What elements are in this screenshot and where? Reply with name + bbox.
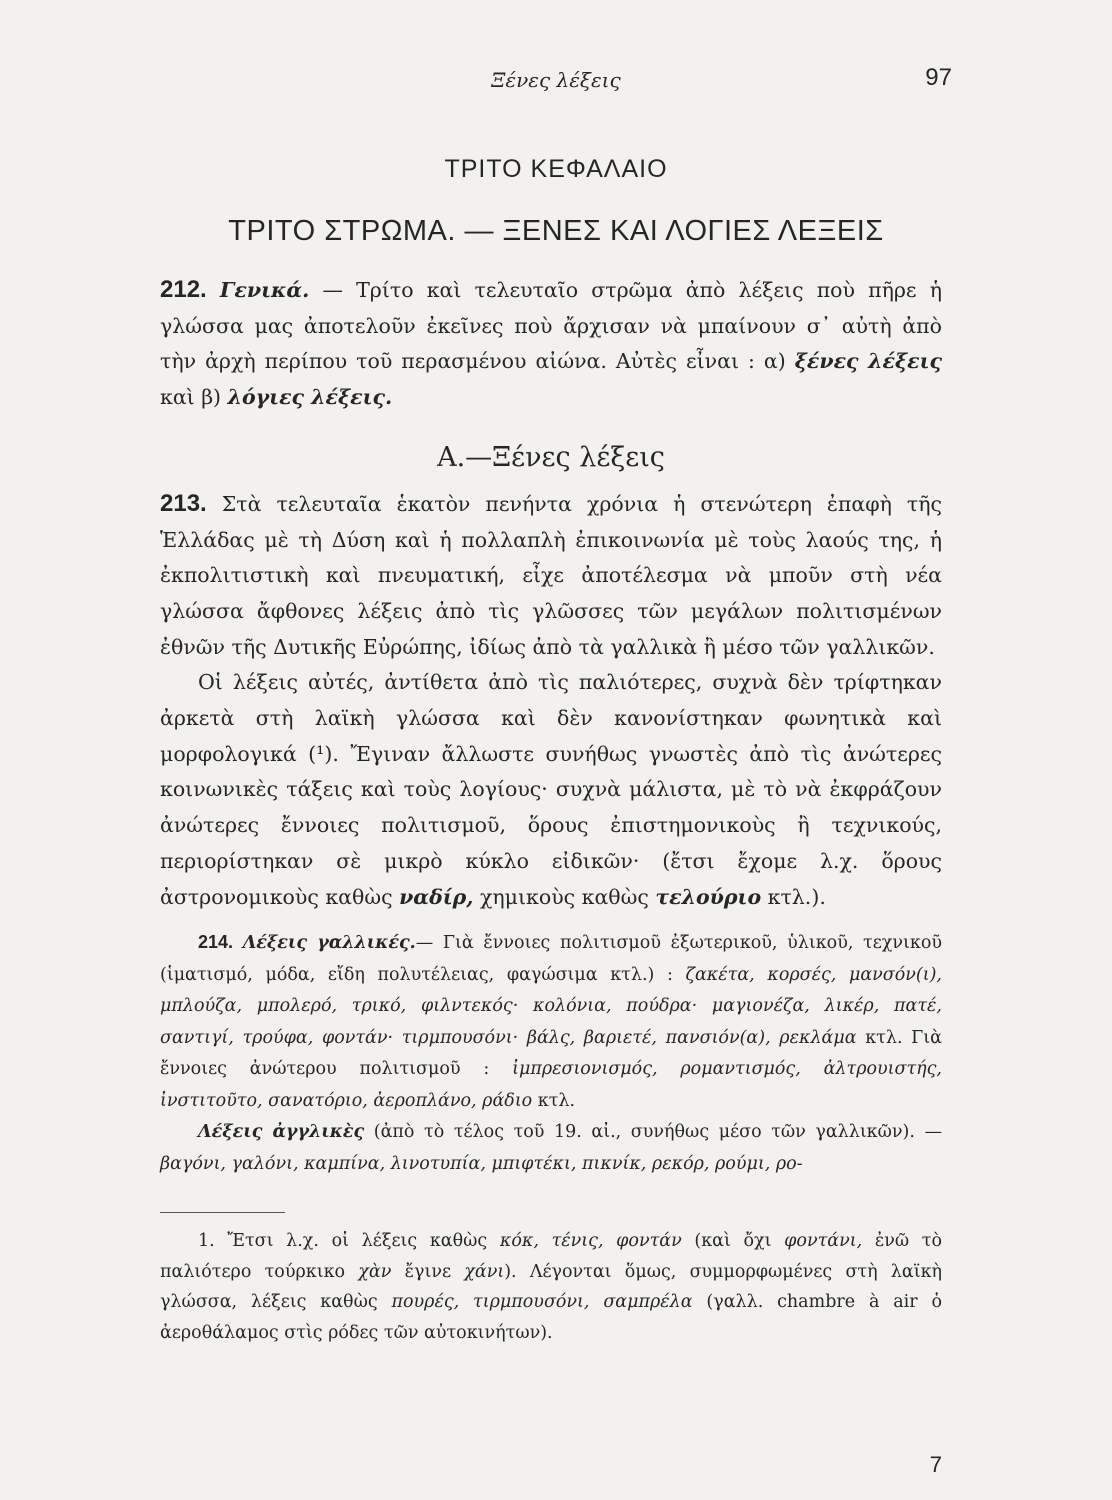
chapter-title: ΤΡΙΤΟ ΚΕΦΑΛΑΙΟ (444, 155, 668, 183)
paragraph-text: κτλ.). (761, 884, 826, 909)
section-213-paragraph-2 (160, 665, 942, 915)
footnote-term: πουρές, τιρμπουσόνι, σαμπρέλα (391, 1292, 693, 1312)
footnote-text: ἔγινε (391, 1261, 465, 1282)
section-number: 212. (160, 276, 207, 303)
footnote-text: ἐνῶ τὸ παλιότερο τούρκικο (160, 1231, 942, 1282)
term: ναδίρ, (399, 884, 474, 909)
paragraph-text: — Γιὰ ἔννοιες πολιτισμοῦ ἐξωτερικοῦ, ὑλικοῦ, τεχνικοῦ (ἱματισμό, μόδα, εἴδη πολυτέλειας, φαγώσιμα κτλ.) : (160, 933, 943, 985)
section-number: 214. (198, 932, 234, 953)
footnote-term: φοντάνι, (784, 1231, 863, 1251)
section-213 (160, 486, 942, 666)
section-heading: Λέξεις γαλλικές. (242, 933, 416, 954)
paragraph-text: κτλ. (532, 1090, 576, 1111)
footnote-divider (160, 1212, 285, 1213)
main-text (160, 272, 942, 1180)
section-214 (160, 927, 942, 1180)
page-number: 97 (925, 64, 952, 91)
footnote-1 (160, 1226, 942, 1348)
section-212 (160, 272, 942, 416)
footnote-text: 1. Ἔτσι λ.χ. οἱ λέξεις καθὼς (198, 1231, 500, 1251)
footnote (160, 1226, 942, 1348)
term: ξένες λέξεις (794, 349, 942, 374)
paragraph-text: καὶ β) (160, 385, 228, 410)
page-header (160, 62, 952, 98)
term: λόγιες λέξεις. (227, 385, 393, 410)
word-list: βαγόνι, γαλόνι, καμπίνα, λινοτυπία, μπιφτέκι, πικνίκ, ρεκόρ, ρούμι, ρο- (160, 1153, 803, 1174)
footnote-text: (γαλλ. chambre à air ὁ ἀεροθάλαμος στὶς ρόδες τῶν αὐτοκινήτων). (160, 1292, 942, 1343)
subsection-title: Α.—Ξένες λέξεις (437, 441, 665, 473)
part-title: ΤΡΙΤΟ ΣΤΡΩΜΑ. — ΞΕΝΕΣ ΚΑΙ ΛΟΓΙΕΣ ΛΕΞΕΙΣ (228, 215, 884, 247)
paragraph-text: — Τρίτο καὶ τελευταῖο στρῶμα ἀπὸ λέξεις ποὺ πῆρε ἡ γλώσσα μας ἀποτελοῦν ἐκεῖνες ποὺ ἄρχισαν νὰ μπαίνουν σ᾽ αὐτὴ ἀπὸ τὴν ἀρχὴ περίπου τοῦ περασμένου αἰώνα. Αὐτὲς εἶναι : α) (160, 278, 942, 374)
running-title: Ξένες λέξεις (491, 68, 621, 92)
section-214-paragraph-2 (160, 1117, 942, 1180)
paragraph-text: κτλ. Γιὰ ἔννοιες ἀνώτερου πολιτισμοῦ : (160, 1027, 942, 1080)
section-heading: Λέξεις ἀγγλικὲς (198, 1122, 365, 1143)
paragraph-text: Οἱ λέξεις αὐτές, ἀντίθετα ἀπὸ τὶς παλιότερες, συχνὰ δὲν τρίφτηκαν ἀρκετὰ στὴ λαϊκὴ γλώσσα καὶ δὲν κανονίστηκαν φωνητικὰ καὶ μορφολογικά (¹). Ἔγιναν ἄλλωστε συνήθως γνωστὲς ἀπὸ τὶς ἀνώτερες κοινωνικὲς τάξεις καὶ τοὺς λογίους· συχνὰ μάλιστα, μὲ τὸ νὰ ἐκφράζουν ἀνώτερες ἔννοιες πολιτισμοῦ, ὅρους ἐπιστημονικοὺς ἢ τεχνικούς, περιορίστηκαν σὲ μικρὸ κύκλο εἰδικῶν· (ἔτσι ἔχομε λ.χ. ὅρους ἀστρονομικοὺς καθὼς (160, 670, 942, 909)
paragraph-text: (ἀπὸ τὸ τέλος τοῦ 19. αἰ., συνήθως μέσο τῶν γαλλικῶν). — (364, 1122, 942, 1143)
footnote-term: χὰν (358, 1261, 392, 1282)
footnote-term: κόκ, τένις, φοντάν (499, 1231, 682, 1251)
footnote-text: (καὶ ὄχι (681, 1231, 785, 1251)
section-214-paragraph-1 (160, 927, 942, 1117)
paragraph-text: χημικοὺς καθὼς (473, 884, 656, 909)
paragraph-text: Στὰ τελευταῖα ἑκατὸν πενήντα χρόνια ἡ στενώτερη ἐπαφὴ τῆς Ἑλλάδας μὲ τὴ Δύση καὶ ἡ πολλαπλὴ ἐπικοινωνία μὲ τοὺς λαούς της, ἡ ἐκπολιτιστικὴ καὶ πνευματική, εἶχε ἀποτέλεσμα νὰ μποῦν στὴ νέα γλώσσα ἄφθονες λέξεις ἀπὸ τὶς γλῶσσες τῶν μεγάλων πολιτισμένων ἐθνῶν τῆς Δυτικῆς Εὐρώπης, ἰδίως ἀπὸ τὰ γαλλικὰ ἢ μέσο τῶν γαλλικῶν. (160, 491, 942, 659)
section-number: 213. (160, 489, 207, 517)
section-heading: Γενικά. (219, 278, 310, 302)
footnote-term: χάνι (464, 1261, 505, 1282)
signature-mark: 7 (929, 1452, 942, 1477)
word-list: ἰμπρεσιονισμός, ρομαντισμός, ἀλτρουιστής, ἰνστιτοῦτο, σανατόριο, ἀεροπλάνο, ράδιο (160, 1059, 942, 1111)
footnote-text: ). Λέγονται ὅμως, συμμορφωμένες στὴ λαϊκὴ γλώσσα, λέξεις καθὼς (160, 1261, 943, 1312)
term: τελούριο (655, 884, 762, 909)
word-list: ζακέτα, κορσές, μανσόν(ι), μπλούζα, μπολερό, τρικό, φιλντεκός· κολόνια, πούδρα· μαγιονέζα, λικέρ, πατέ, σαντιγί, τρούφα, φοντάν· τιρμπουσόνι· βάλς, βαριετέ, πανσιόν(α), ρεκλάμα (160, 964, 942, 1048)
